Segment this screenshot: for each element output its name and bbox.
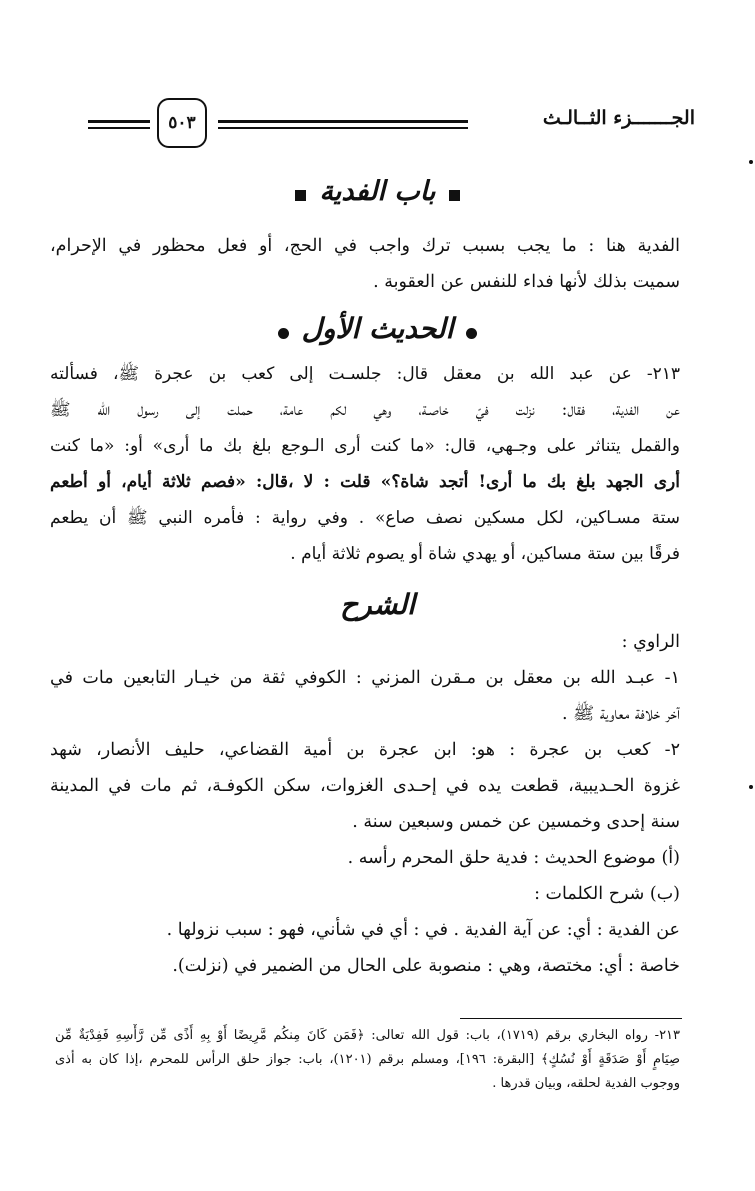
margin-mark (749, 160, 753, 164)
square-bullet-icon (449, 190, 460, 201)
page-number: ٥٠٣ (157, 98, 207, 148)
narrator-line: سنة إحدى وخمسين عن خمس وسبعين سنة . (352, 812, 680, 832)
hadith-line: عن الفدية، فقال: نزلت فيّ خاصـة، وهي لكم عامة، حملت إلى رسول الله ﷺ (50, 400, 680, 420)
narrator-line: ٢- كعب بن عجرة : هو: ابن عجرة بن أمية القضاعي، حليف الأنصار، شهد (50, 740, 680, 760)
header-rule-left-top (88, 120, 150, 123)
round-bullet-icon (278, 328, 289, 339)
footnote-line: صِيَامٍ أَوْ صَدَقَةٍ أَوْ نُسُكٍ﴾ [البقرة: ١٩٦]، ومسلم برقم (١٢٠١)، باب: جواز حلق الرأس للمحرم ،إذا كان به أذى (55, 1052, 680, 1067)
header-rule-right-bottom (218, 127, 468, 129)
hadith-title-text: الحديث الأول (301, 312, 454, 345)
explanation-title (0, 588, 755, 621)
section-title (0, 176, 755, 207)
header-rule-left-bottom (88, 127, 150, 129)
narrator-line: غزوة الحـديبية، قطعت يده في إحـدى الغزوات، سكن الكوفـة، ثم مات في المدينة (50, 776, 680, 796)
word-line: خاصة : أي: مختصة، وهي : منصوبة على الحال من الضمير في (نزلت). (172, 956, 680, 976)
round-bullet-icon (466, 328, 477, 339)
hadith-text (50, 356, 680, 572)
narrator-line: ١- عبـد الله بن معقل بن مـقرن المزني : الكوفي ثقة من خيـار التابعين مات في (50, 668, 680, 688)
hadith-line: ٢١٣- عن عبد الله بن معقل قال: جلسـت إلى كعب بن عجرة ﷺ، فسألته (50, 364, 680, 384)
part-label: الجـــــــزء الثــالـث (542, 107, 695, 129)
words-title: (ب) شرح الكلمات : (534, 884, 680, 904)
footnote-line: ٢١٣- رواه البخاري برقم (١٧١٩)، باب: قول الله تعالى: ﴿فَمَن كَانَ مِنكُم مَّرِيضًا أَوْ بِهِ أَذًى مِّن رَّأْسِهِ فَفِدْيَةٌ مِّن (55, 1028, 680, 1043)
intro-line: الفدية هنا : ما يجب بسبب ترك واجب في الحج، أو فعل محظور في الإحرام، (50, 236, 680, 256)
commentary-section (50, 840, 680, 984)
hadith-line: والقمل يتناثر على وجـهي، قال: «ما كنت أرى الـوجع بلغ بك ما أرى» أو: «ما كنت (50, 436, 680, 456)
footnote (55, 1024, 680, 1096)
hadith-line: ستة مسـاكين، لكل مسكين نصف صاع» . وفي رواية : فأمره النبي ﷺ أن يطعم (50, 508, 680, 528)
square-bullet-icon (295, 190, 306, 201)
topic-line: (أ) موضوع الحديث : فدية حلق المحرم رأسه . (347, 848, 680, 868)
narrators-section (50, 624, 680, 840)
intro-paragraph (50, 228, 680, 300)
narrator-line: آخر خلافة معاوية ﷺ . (561, 704, 680, 724)
footnote-rule (460, 1018, 682, 1019)
hadith-line: فرقًا بين ستة مساكين، أو يهدي شاة أو يصوم ثلاثة أيام . (290, 544, 680, 564)
header-rule-right-top (218, 120, 468, 123)
narrator-label: الراوي : (621, 632, 680, 652)
section-title-text: باب الفدية (319, 176, 436, 207)
intro-line: سميت بذلك لأنها فداء للنفس عن العقوبة . (373, 272, 680, 292)
footnote-line: ووجوب الفدية لحلقه، وبيان قدرها . (492, 1076, 680, 1091)
margin-mark (749, 785, 753, 789)
explanation-title-text: الشرح (340, 588, 415, 621)
hadith-line: أرى الجهد بلغ بك ما أرى! أتجد شاة؟» قلت : لا ،قال: «فصم ثلاثة أيام، أو أطعم (50, 472, 680, 492)
word-line: عن الفدية : أي: عن آية الفدية . في : أي في شأني، فهو : سبب نزولها . (166, 920, 680, 940)
hadith-title (0, 312, 755, 345)
